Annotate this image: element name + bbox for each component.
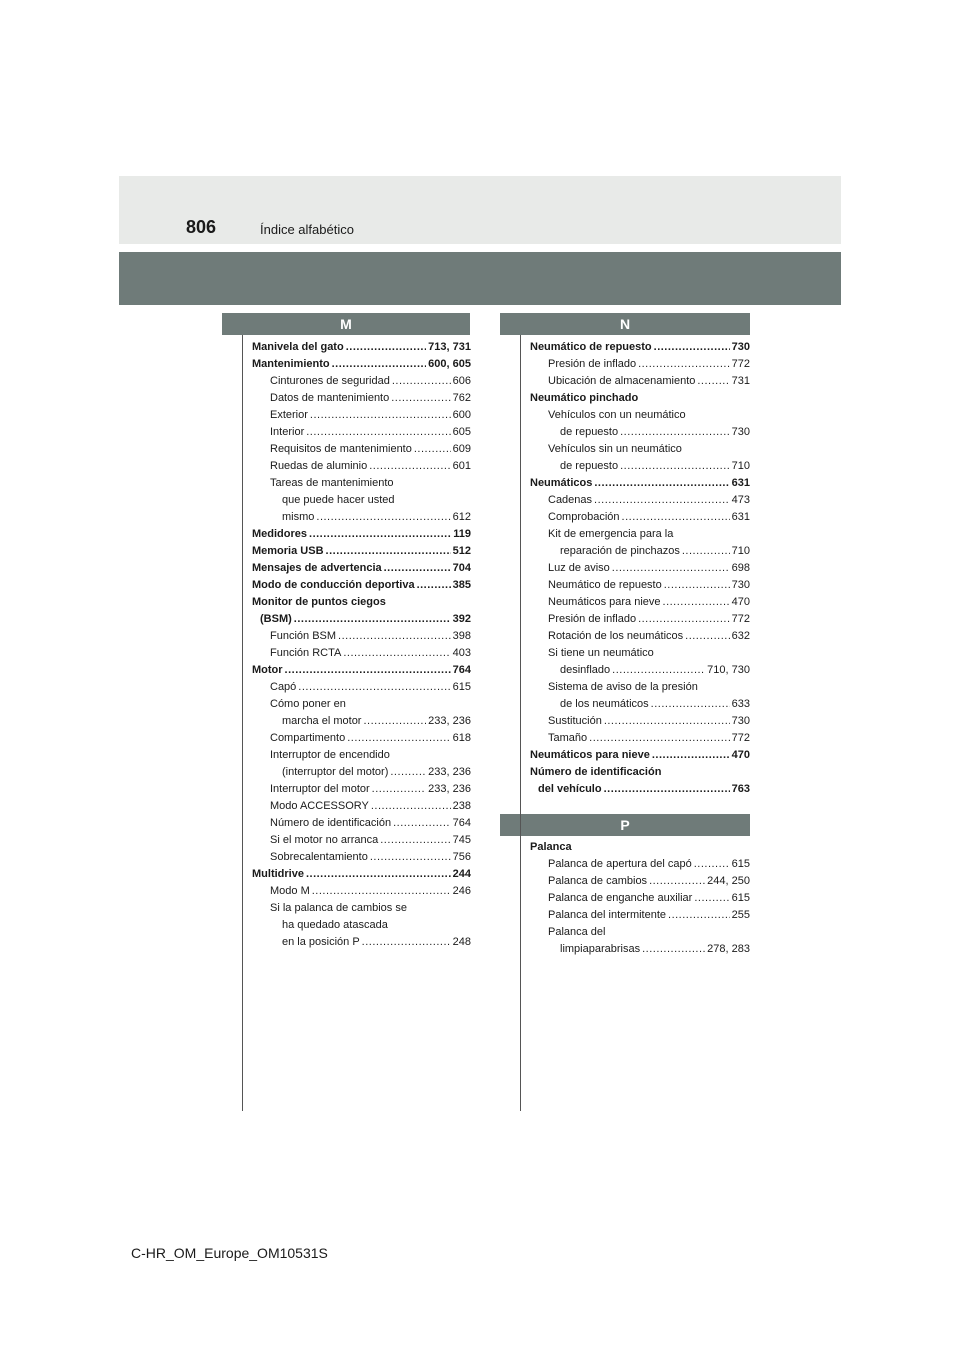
entry-page: 512 xyxy=(452,545,471,557)
entry-page: 600, 605 xyxy=(428,358,471,370)
index-entry xyxy=(530,730,750,747)
entry-label: Si el motor no arranca xyxy=(270,834,379,846)
entry-page: 631 xyxy=(731,477,750,489)
entry-page: 618 xyxy=(452,732,471,744)
entry-label: Luz de aviso xyxy=(548,562,610,574)
index-entry xyxy=(252,509,471,526)
index-entry xyxy=(252,866,471,883)
entry-label: Datos de mantenimiento xyxy=(270,392,390,404)
dot-leader xyxy=(612,662,705,679)
entry-label: Ubicación de almacenamiento xyxy=(548,375,696,387)
dot-leader xyxy=(417,577,451,594)
dot-leader xyxy=(697,373,729,390)
entry-page: 244, 250 xyxy=(707,875,750,887)
dot-leader xyxy=(651,696,730,713)
index-entry-text: que puede hacer usted xyxy=(282,494,395,506)
index-entry xyxy=(252,577,471,594)
index-entry-text: Número de identificación xyxy=(530,766,662,778)
index-entry-text: Neumático pinchado xyxy=(530,392,639,404)
index-entry xyxy=(530,356,750,373)
index-entry xyxy=(530,475,750,492)
index-entry xyxy=(252,645,471,662)
dot-leader xyxy=(369,458,450,475)
index-entry xyxy=(252,407,471,424)
entry-label: Capó xyxy=(270,681,297,693)
entry-label: reparación de pinchazos xyxy=(560,545,680,557)
entry-label: Función RCTA xyxy=(270,647,342,659)
entry-label: Sustitución xyxy=(548,715,602,727)
entry-page: 730 xyxy=(731,715,750,727)
entry-label: Requisitos de mantenimiento xyxy=(270,443,412,455)
dot-leader xyxy=(310,407,451,424)
column-divider-left xyxy=(242,335,243,1111)
entry-page: 119 xyxy=(453,528,471,540)
entry-page: 278, 283 xyxy=(707,943,750,955)
entry-label: del vehículo xyxy=(538,783,602,795)
dot-leader xyxy=(285,662,451,679)
header-band xyxy=(119,176,841,244)
index-entry xyxy=(530,662,750,679)
entry-page: 764 xyxy=(452,817,471,829)
dot-leader xyxy=(306,424,450,441)
entry-label: Palanca de apertura del capó xyxy=(548,858,692,870)
entry-page: 392 xyxy=(452,613,471,625)
dot-leader xyxy=(652,747,730,764)
entry-label: Medidores xyxy=(252,528,308,540)
entry-label: Neumáticos para nieve xyxy=(548,596,661,608)
dot-leader xyxy=(380,832,450,849)
entry-label: Tamaño xyxy=(548,732,588,744)
entry-page: 615 xyxy=(731,858,750,870)
entry-page: 710, 730 xyxy=(707,664,750,676)
dot-leader xyxy=(604,713,730,730)
entry-label: de los neumáticos xyxy=(560,698,649,710)
entry-label: Multidrive xyxy=(252,868,304,880)
index-entry xyxy=(530,458,750,475)
index-entry xyxy=(530,747,750,764)
dot-leader xyxy=(391,390,450,407)
entry-page: 730 xyxy=(731,426,750,438)
index-entry xyxy=(252,560,471,577)
footer-doc-id: C-HR_OM_Europe_OM10531S xyxy=(131,1245,328,1261)
entry-label: Rotación de los neumáticos xyxy=(548,630,684,642)
dot-leader xyxy=(682,543,730,560)
entry-page: 632 xyxy=(731,630,750,642)
index-entry xyxy=(252,356,471,373)
dot-leader xyxy=(668,907,730,924)
entry-page: 600 xyxy=(452,409,471,421)
entry-page: 745 xyxy=(452,834,471,846)
index-entry xyxy=(530,941,750,958)
entry-page: 470 xyxy=(731,749,750,761)
dot-leader xyxy=(347,730,450,747)
entry-label: Neumáticos para nieve xyxy=(530,749,650,761)
entry-page: 704 xyxy=(452,562,471,574)
dot-leader xyxy=(372,781,427,798)
dot-leader xyxy=(346,339,426,356)
index-entry-text: Sistema de aviso de la presión xyxy=(548,681,698,693)
index-entry xyxy=(252,798,471,815)
entry-label: Compartimento xyxy=(270,732,346,744)
entry-label: Neumáticos xyxy=(530,477,593,489)
index-entry xyxy=(252,849,471,866)
index-entry xyxy=(530,890,750,907)
dot-leader xyxy=(594,492,730,509)
index-entry xyxy=(252,611,471,628)
entry-label: Interior xyxy=(270,426,305,438)
entry-label: Exterior xyxy=(270,409,308,421)
entry-label: Cadenas xyxy=(548,494,593,506)
entry-page: 606 xyxy=(452,375,471,387)
entry-label: de repuesto xyxy=(560,460,619,472)
index-entry-text: Monitor de puntos ciegos xyxy=(252,596,386,608)
entry-page: 756 xyxy=(452,851,471,863)
dot-leader xyxy=(384,560,451,577)
column-divider-right xyxy=(520,335,521,1111)
entry-label: Ruedas de aluminio xyxy=(270,460,368,472)
dot-leader xyxy=(309,526,451,543)
index-entry-text: Vehículos sin un neumático xyxy=(548,443,682,455)
index-column-m xyxy=(252,339,471,951)
entry-label: Sobrecalentamiento xyxy=(270,851,368,863)
section-header-n: N xyxy=(500,313,750,335)
index-entry-text: Cómo poner en xyxy=(270,698,346,710)
index-entry xyxy=(252,934,471,951)
index-entry xyxy=(252,458,471,475)
entry-page: 763 xyxy=(731,783,750,795)
dot-leader xyxy=(392,373,451,390)
index-entry xyxy=(530,781,750,798)
index-entry xyxy=(530,492,750,509)
index-entry-text: Tareas de mantenimiento xyxy=(270,477,394,489)
index-entry xyxy=(530,373,750,390)
index-entry xyxy=(530,594,750,611)
entry-label: Función BSM xyxy=(270,630,337,642)
dot-leader xyxy=(370,849,451,866)
index-entry xyxy=(252,441,471,458)
entry-label: mismo xyxy=(282,511,315,523)
index-entry xyxy=(252,526,471,543)
index-entry-text: Interruptor de encendido xyxy=(270,749,390,761)
entry-page: 403 xyxy=(452,647,471,659)
index-entry xyxy=(252,764,471,781)
index-entry-text: Palanca del xyxy=(548,926,606,938)
entry-page: 255 xyxy=(731,909,750,921)
index-entry xyxy=(252,781,471,798)
index-entry-text: Si la palanca de cambios se xyxy=(270,902,407,914)
index-entry xyxy=(252,339,471,356)
page-title: Índice alfabético xyxy=(260,222,354,237)
dot-leader xyxy=(663,594,730,611)
entry-label: (interruptor del motor) xyxy=(282,766,389,778)
index-entry xyxy=(530,560,750,577)
entry-page: 772 xyxy=(731,358,750,370)
dot-leader xyxy=(622,509,730,526)
dot-leader xyxy=(612,560,730,577)
entry-label: Modo ACCESSORY xyxy=(270,800,369,812)
index-entry xyxy=(530,509,750,526)
entry-page: 762 xyxy=(452,392,471,404)
index-entry-text: Kit de emergencia para la xyxy=(548,528,674,540)
dot-leader xyxy=(694,856,730,873)
header-dark-band xyxy=(119,252,841,305)
entry-page: 772 xyxy=(731,732,750,744)
index-column-n xyxy=(530,339,750,798)
entry-page: 609 xyxy=(452,443,471,455)
entry-label: Número de identificación xyxy=(270,817,392,829)
entry-page: 385 xyxy=(452,579,471,591)
index-entry xyxy=(530,611,750,628)
entry-label: Memoria USB xyxy=(252,545,324,557)
dot-leader xyxy=(694,890,729,907)
dot-leader xyxy=(393,815,451,832)
index-entry xyxy=(530,339,750,356)
index-entry xyxy=(252,543,471,560)
entry-page: 605 xyxy=(452,426,471,438)
entry-page: 633 xyxy=(731,698,750,710)
dot-leader xyxy=(620,424,730,441)
index-entry xyxy=(530,713,750,730)
section-header-m: M xyxy=(222,313,470,335)
entry-label: Comprobación xyxy=(548,511,620,523)
entry-label: Cinturones de seguridad xyxy=(270,375,390,387)
dot-leader xyxy=(332,356,427,373)
entry-page: 713, 731 xyxy=(428,341,471,353)
entry-page: 612 xyxy=(452,511,471,523)
dot-leader xyxy=(312,883,451,900)
page-number: 806 xyxy=(186,217,217,237)
entry-page: 730 xyxy=(731,579,750,591)
dot-leader xyxy=(390,764,426,781)
entry-label: Palanca de cambios xyxy=(548,875,648,887)
index-entry xyxy=(252,730,471,747)
entry-page: 710 xyxy=(731,545,750,557)
entry-page: 233, 236 xyxy=(428,766,471,778)
entry-page: 473 xyxy=(731,494,750,506)
entry-label: Presión de inflado xyxy=(548,613,637,625)
entry-page: 698 xyxy=(731,562,750,574)
dot-leader xyxy=(664,577,730,594)
entry-page: 615 xyxy=(731,892,750,904)
index-entry xyxy=(530,543,750,560)
dot-leader xyxy=(594,475,729,492)
index-entry xyxy=(530,856,750,873)
dot-leader xyxy=(306,866,451,883)
dot-leader xyxy=(685,628,730,645)
dot-leader xyxy=(638,611,730,628)
entry-page: 248 xyxy=(452,936,471,948)
entry-page: 730 xyxy=(731,341,750,353)
dot-leader xyxy=(326,543,451,560)
index-entry xyxy=(252,373,471,390)
entry-page: 631 xyxy=(731,511,750,523)
entry-label: Neumático de repuesto xyxy=(548,579,662,591)
index-entry xyxy=(252,832,471,849)
entry-label: Palanca de enganche auxiliar xyxy=(548,892,693,904)
dot-leader xyxy=(338,628,451,645)
entry-page: 238 xyxy=(452,800,471,812)
entry-page: 398 xyxy=(452,630,471,642)
index-entry xyxy=(252,628,471,645)
entry-label: (BSM) xyxy=(260,613,292,625)
entry-label: Interruptor del motor xyxy=(270,783,370,795)
dot-leader xyxy=(316,509,450,526)
dot-leader xyxy=(294,611,451,628)
entry-label: Manivela del gato xyxy=(252,341,344,353)
index-entry xyxy=(530,577,750,594)
dot-leader xyxy=(638,356,730,373)
dot-leader xyxy=(604,781,730,798)
index-entry xyxy=(530,907,750,924)
entry-page: 233, 236 xyxy=(428,715,471,727)
index-entry xyxy=(252,883,471,900)
index-column-p xyxy=(530,839,750,958)
entry-page: 772 xyxy=(731,613,750,625)
entry-page: 615 xyxy=(452,681,471,693)
dot-leader xyxy=(362,934,451,951)
index-entry xyxy=(530,696,750,713)
entry-page: 233, 236 xyxy=(428,783,471,795)
index-entry-text: Si tiene un neumático xyxy=(548,647,654,659)
entry-page: 470 xyxy=(731,596,750,608)
entry-label: Palanca del intermitente xyxy=(548,909,667,921)
section-header-p: P xyxy=(500,814,750,836)
dot-leader xyxy=(343,645,450,662)
index-entry-text: Palanca xyxy=(530,841,572,853)
entry-label: Motor xyxy=(252,664,283,676)
dot-leader xyxy=(298,679,450,696)
index-entry xyxy=(252,713,471,730)
entry-label: en la posición P xyxy=(282,936,360,948)
dot-leader xyxy=(371,798,451,815)
dot-leader xyxy=(363,713,426,730)
dot-leader xyxy=(649,873,705,890)
dot-leader xyxy=(620,458,730,475)
entry-page: 244 xyxy=(452,868,471,880)
index-entry-text: ha quedado atascada xyxy=(282,919,388,931)
index-entry xyxy=(252,679,471,696)
dot-leader xyxy=(654,339,730,356)
entry-label: Mensajes de advertencia xyxy=(252,562,382,574)
entry-label: Mantenimiento xyxy=(252,358,330,370)
entry-label: desinflado xyxy=(560,664,611,676)
dot-leader xyxy=(642,941,705,958)
entry-label: Modo M xyxy=(270,885,310,897)
entry-label: Modo de conducción deportiva xyxy=(252,579,415,591)
index-entry xyxy=(252,815,471,832)
dot-leader xyxy=(414,441,451,458)
index-entry xyxy=(252,390,471,407)
entry-label: Presión de inflado xyxy=(548,358,637,370)
index-entry xyxy=(530,628,750,645)
entry-page: 601 xyxy=(452,460,471,472)
entry-page: 731 xyxy=(731,375,750,387)
entry-label: Neumático de repuesto xyxy=(530,341,652,353)
entry-page: 246 xyxy=(452,885,471,897)
entry-page: 710 xyxy=(731,460,750,472)
index-entry-text: Vehículos con un neumático xyxy=(548,409,686,421)
entry-label: limpiaparabrisas xyxy=(560,943,641,955)
index-entry xyxy=(530,873,750,890)
entry-label: marcha el motor xyxy=(282,715,362,727)
dot-leader xyxy=(589,730,730,747)
entry-label: de repuesto xyxy=(560,426,619,438)
index-entry xyxy=(530,424,750,441)
entry-page: 764 xyxy=(452,664,471,676)
index-entry xyxy=(252,662,471,679)
index-entry xyxy=(252,424,471,441)
